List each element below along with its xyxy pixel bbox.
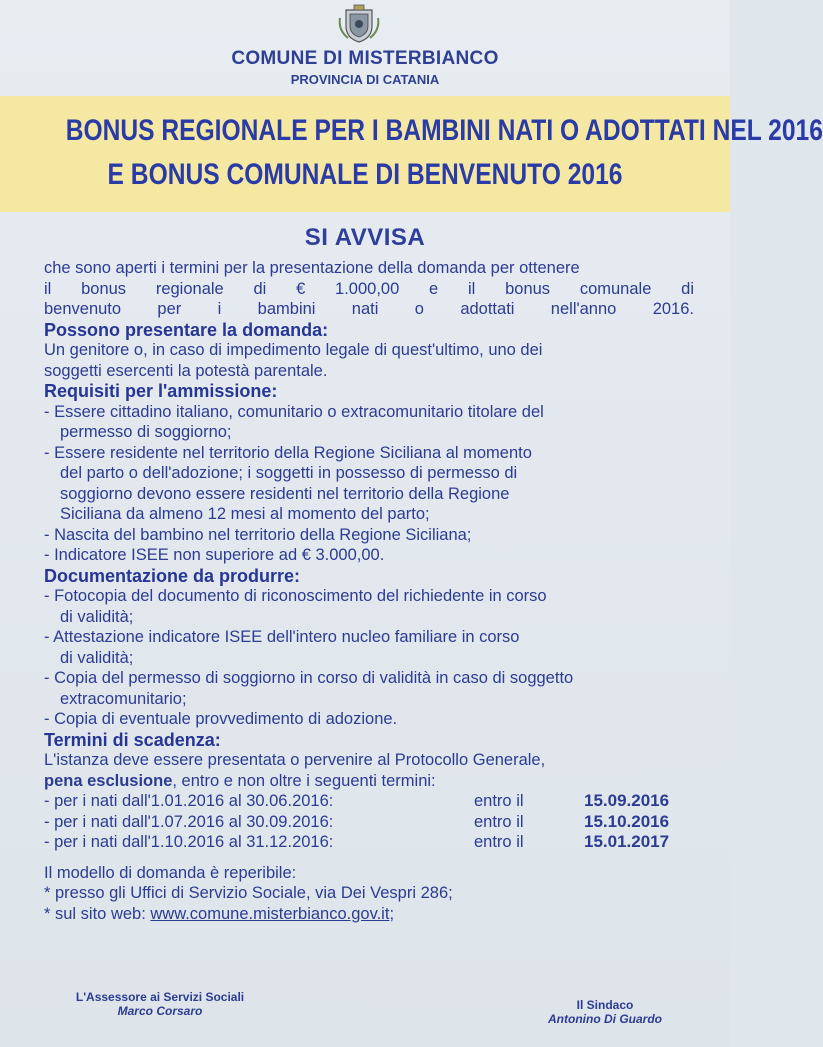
deadline-entro: entro il: [474, 833, 524, 851]
si-avvisa-heading: SI AVVISA: [304, 224, 426, 251]
possono-line-2: soggetti esercenti la potestà parentale.: [44, 361, 328, 380]
sindaco-role: Il Sindaco: [576, 998, 634, 1012]
deadline-date: 15.10.2016: [584, 811, 670, 831]
requisiti-heading: Requisiti per l'ammissione:: [44, 381, 278, 401]
deadline-period: - per i nati dall'1.01.2016 al 30.06.2016:: [44, 792, 334, 810]
deadline-entro: entro il: [474, 792, 524, 810]
assessore-name: Marco Corsaro: [117, 1004, 203, 1018]
requisiti-line-7: - Nascita del bambino nel territorio della Regione Siciliana;: [44, 525, 472, 544]
sindaco-name: Antonino Di Guardo: [548, 1012, 662, 1026]
requisiti-line-3: - Essere residente nel territorio della Regione Siciliana al momento: [44, 443, 532, 462]
pena-esclusione-text: pena esclusione: [44, 771, 173, 790]
documentazione-line-6: extracomunitario;: [60, 689, 187, 708]
modello-line-3-suffix: ;: [389, 904, 395, 923]
requisiti-line-5: soggiorno devono essere residenti nel territorio della Regione: [60, 484, 510, 503]
termini-line-1: L'istanza deve essere presentata o pervenire al Protocollo Generale,: [44, 751, 546, 769]
documentazione-line-5: - Copia del permesso di soggiorno in corso di validità in caso di soggetto: [44, 669, 574, 687]
modello-line-2: * presso gli Uffici di Servizio Sociale, via Dei Vespri 286;: [44, 884, 453, 902]
deadline-row: [44, 791, 694, 812]
deadline-date: 15.09.2016: [584, 791, 670, 810]
website-link[interactable]: www.comune.misterbianco.gov.it: [150, 904, 390, 923]
deadline-period: - per i nati dall'1.10.2016 al 31.12.2016:: [44, 833, 334, 851]
notice-body: [44, 258, 694, 924]
documentazione-line-3: - Attestazione indicatore ISEE dell'intero nucleo familiare in corso: [44, 628, 520, 646]
termini-line-2: [44, 771, 694, 792]
termini-heading: Termini di scadenza:: [44, 729, 221, 750]
intro-line-1: che sono aperti i termini per la presentazione della domanda per ottenere: [44, 259, 580, 277]
deadline-period: - per i nati dall'1.07.2016 al 30.09.2016:: [44, 812, 334, 831]
termini-line-2-rest: , entro e non oltre i seguenti termini:: [172, 771, 436, 790]
documentazione-line-1: - Fotocopia del documento di riconoscimento del richiedente in corso: [44, 587, 547, 605]
deadline-date: 15.01.2017: [584, 832, 670, 851]
assessore-role: L'Assessore ai Servizi Sociali: [75, 990, 245, 1004]
requisiti-line-6: Siciliana da almeno 12 mesi al momento del parto;: [60, 505, 430, 523]
requisiti-line-1: - Essere cittadino italiano, comunitario o extracomunitario titolare del: [44, 402, 544, 421]
title-line-1: BONUS REGIONALE PER I BAMBINI NATI O ADOTTATI NEL 2016: [65, 114, 823, 147]
signature-assessore: [40, 990, 280, 1018]
requisiti-line-2: permesso di soggiorno;: [60, 423, 232, 441]
documentazione-line-4: di validità;: [60, 648, 134, 667]
requisiti-line-4: del parto o dell'adozione; i soggetti in possesso di permesso di: [60, 464, 518, 482]
provincia-name: PROVINCIA DI CATANIA: [290, 72, 440, 87]
title-band: [0, 96, 823, 212]
modello-line-3-prefix: * sul sito web:: [44, 904, 151, 923]
deadline-entro: entro il: [474, 812, 524, 831]
title-line-2: E BONUS COMUNALE DI BENVENUTO 2016: [107, 158, 623, 191]
deadline-row: [44, 832, 694, 853]
possono-heading: Possono presentare la domanda:: [44, 319, 329, 340]
intro-line-3: benvenuto per i bambini nati o adottati nell'anno 2016.: [44, 300, 694, 318]
requisiti-line-8: - Indicatore ISEE non superiore ad € 3.000,00.: [44, 546, 385, 564]
coat-of-arms-icon: [336, 4, 382, 44]
comune-name: COMUNE DI MISTERBIANCO: [231, 48, 499, 69]
modello-line-3: [44, 904, 694, 925]
documentazione-line-7: - Copia di eventuale provvedimento di adozione.: [44, 710, 398, 728]
possono-line-1: Un genitore o, in caso di impedimento legale di quest'ultimo, uno dei: [44, 341, 543, 359]
documentazione-heading: Documentazione da produrre:: [44, 565, 301, 586]
documentazione-line-2: di validità;: [60, 607, 134, 626]
intro-line-2: il bonus regionale di € 1.000,00 e il bonus comunale di: [44, 279, 694, 298]
signature-sindaco: [520, 998, 690, 1026]
modello-line-1: Il modello di domanda è reperibile:: [44, 863, 297, 882]
deadline-row: [44, 812, 694, 833]
